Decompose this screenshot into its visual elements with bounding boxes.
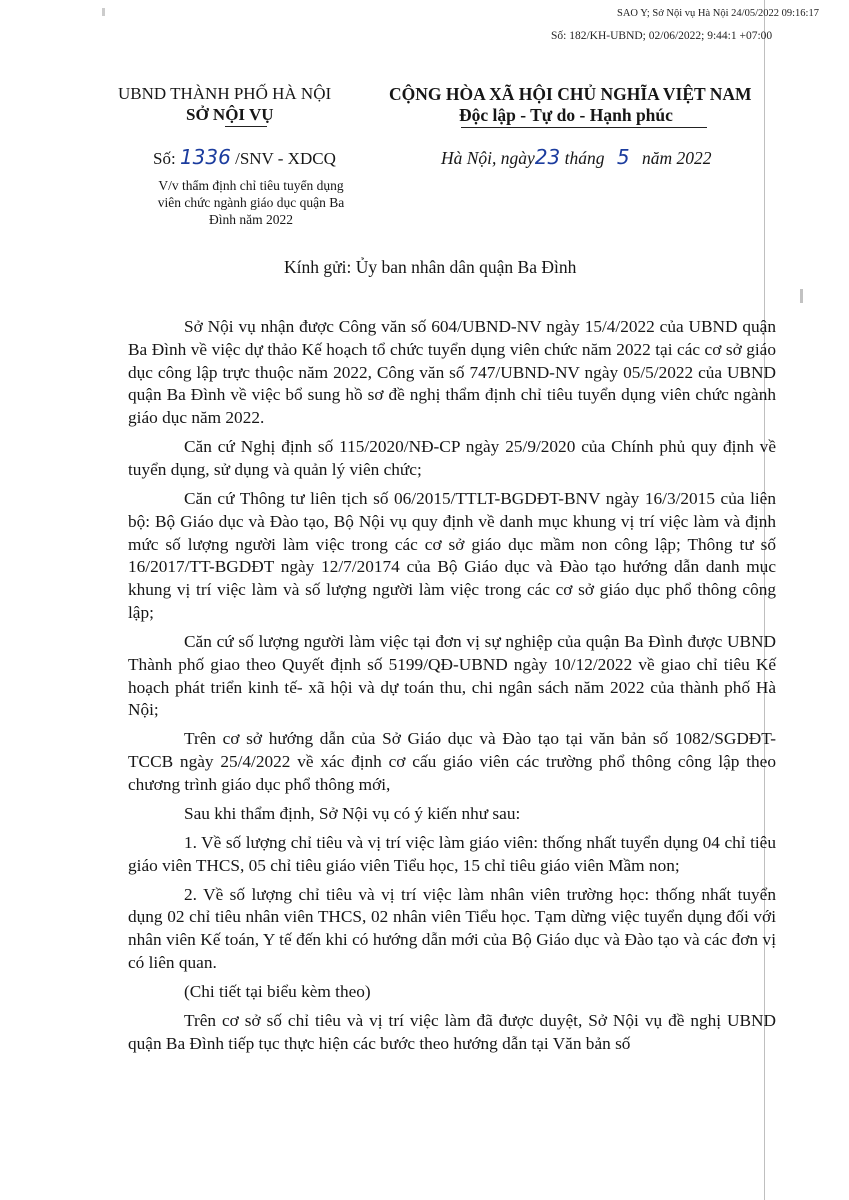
motto: Độc lập - Tự do - Hạnh phúc (459, 105, 673, 125)
subject-line-1: V/v thẩm định chỉ tiêu tuyển dụng (158, 178, 344, 193)
date-month-handwritten: 5 (616, 145, 630, 169)
body-paragraph: Sau khi thẩm định, Sở Nội vụ có ý kiến như sau: (184, 803, 521, 823)
motto-underline (461, 127, 707, 128)
date-prefix: Hà Nội, ngày (441, 148, 535, 168)
subject-line-2: viên chức ngành giáo dục quận Ba (157, 195, 345, 210)
date-day-handwritten: 23 (534, 145, 561, 169)
body-paragraph: Sở Nội vụ nhận được Công văn số 604/UBND-NV ngày 15/4/2022 của UBND quận Ba Đình về việc dự thảo Kế hoạch tổ chức tuyển dụng viên chức năm 2022 tại các cơ sở giáo dục công lập trực thuộc năm 2022, Công văn số 747/UBND-NV ngày 05/5/2022 của UBND quận Ba Đình về việc bổ sung hồ sơ đề nghị thẩm định chỉ tiêu tuyển dụng viên chức ngành giáo dục năm 2022. (128, 317, 776, 428)
body-paragraph: 2. Về số lượng chỉ tiêu và vị trí việc làm nhân viên trường học: thống nhất tuyển dụng 02 chỉ tiêu nhân viên THCS, 02 nhân viên Tiểu học. Tạm dừng việc tuyển dụng đối với nhân viên Kế toán, Y tế đến khi có hướng dẫn mới của Bộ Giáo dục và Đào tạo và các đơn vị có liên quan. (128, 884, 776, 973)
agency-underline (225, 126, 267, 127)
body-paragraph: Căn cứ Nghị định số 115/2020/NĐ-CP ngày 25/9/2020 của Chính phủ quy định về tuyển dụng, sử dụng và quản lý viên chức; (128, 437, 776, 479)
document-number-suffix: /SNV - XDCQ (230, 149, 336, 168)
document-number (153, 145, 336, 169)
date-year: năm 2022 (637, 148, 712, 168)
country-name: CỘNG HÒA XÃ HỘI CHỦ NGHĨA VIỆT NAM (389, 84, 752, 104)
document-number-handwritten: 1336 (179, 145, 231, 169)
document-date (441, 145, 712, 169)
body-paragraph: Trên cơ sở số chỉ tiêu và vị trí việc làm đã được duyệt, Sở Nội vụ đề nghị UBND quận Ba Đình tiếp tục thực hiện các bước theo hướng dẫn tại Văn bản số (128, 1011, 776, 1053)
scan-speck (800, 289, 803, 303)
agency-name: SỞ NỘI VỤ (186, 105, 274, 124)
agency-parent: UBND THÀNH PHỐ HÀ NỘI (118, 84, 332, 103)
date-month-label: tháng (560, 148, 609, 168)
subject-line-3: Đình năm 2022 (209, 212, 293, 227)
body-paragraph: Căn cứ số lượng người làm việc tại đơn vị sự nghiệp của quận Ba Đình được UBND Thành phố giao theo Quyết định số 5199/QĐ-UBND ngày 10/12/2022 về giao chỉ tiêu Kế hoạch phát triển kinh tế- xã hội và dự toán thu, chi ngân sách năm 2022 của thành phố Hà Nội; (128, 631, 776, 720)
body-paragraph: Căn cứ Thông tư liên tịch số 06/2015/TTLT-BGDĐT-BNV ngày 16/3/2015 của liên bộ: Bộ Giáo dục và Đào tạo, Bộ Nội vụ quy định về danh mục khung vị trí việc làm và định mức số lượng người làm việc trong các cơ sở giáo dục mầm non công lập; Thông tư số 16/2017/TT-BGDĐT ngày 12/7/20174 của Bộ Giáo dục và Đào tạo hướng dẫn danh mục khung vị trí việc làm và số lượng người làm việc trong các cơ sở giáo dục phổ thông công lập; (128, 488, 776, 622)
copy-stamp-line-1: SAO Y; Sở Nội vụ Hà Nội 24/05/2022 09:16:17 (617, 8, 819, 19)
body-paragraph: Trên cơ sở hướng dẫn của Sở Giáo dục và Đào tạo tại văn bản số 1082/SGDĐT-TCCB ngày 25/4/2022 về xác định cơ cấu giáo viên các trường phổ thông công lập theo chương trình giáo dục phổ thông mới, (128, 729, 776, 794)
scan-speck (102, 8, 105, 16)
recipient: Kính gửi: Ủy ban nhân dân quận Ba Đình (284, 257, 577, 277)
body-paragraph: 1. Về số lượng chỉ tiêu và vị trí việc làm giáo viên: thống nhất tuyển dụng 04 chỉ tiêu giáo viên THCS, 05 chỉ tiêu giáo viên Tiểu học, 15 chỉ tiêu giáo viên Mầm non; (128, 832, 776, 875)
body-paragraph: (Chi tiết tại biểu kèm theo) (184, 982, 371, 1002)
copy-stamp-line-2: Số: 182/KH-UBND; 02/06/2022; 9:44:1 +07:00 (551, 30, 773, 42)
document-number-prefix: Số: (153, 149, 180, 168)
document-body (128, 316, 776, 1062)
subject-block (131, 177, 371, 228)
